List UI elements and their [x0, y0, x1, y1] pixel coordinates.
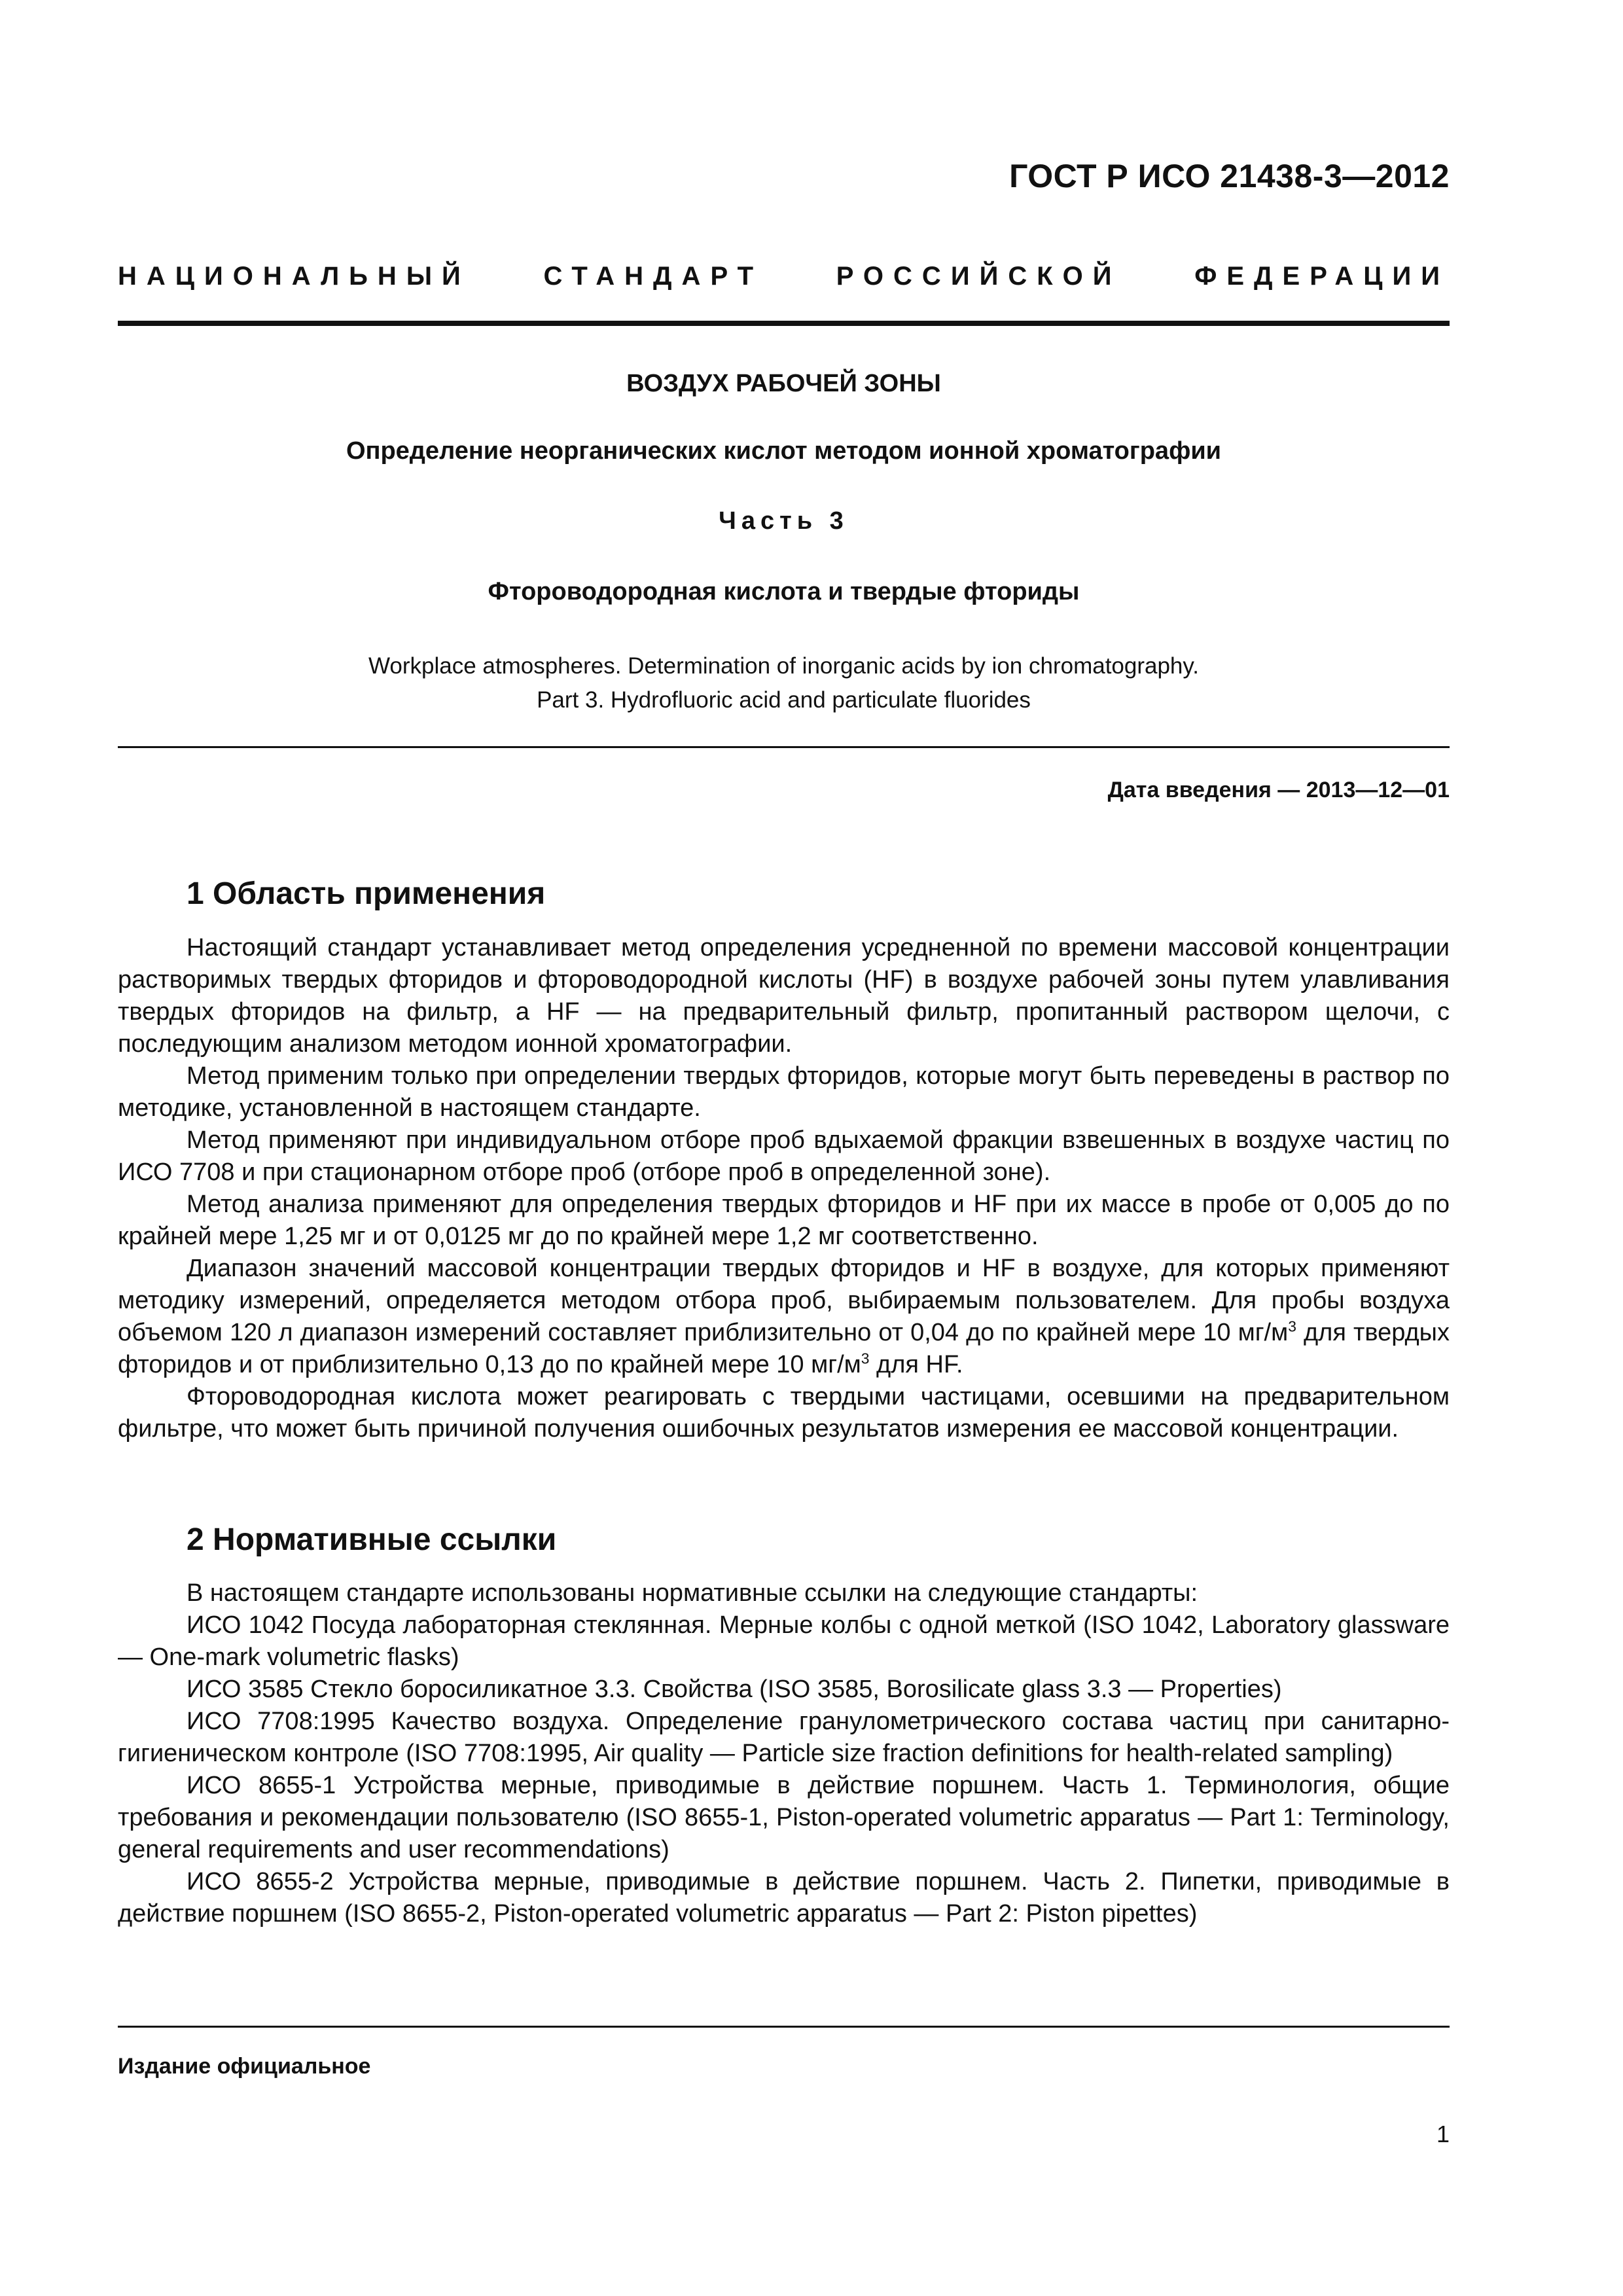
paragraph: Метод применим только при определении твердых фторидов, которые могут быть переведены в раствор по методике, установленной в настоящем стандарте. [118, 1062, 1450, 1122]
document-code: ГОСТ Р ИСО 21438-3—2012 [1009, 158, 1450, 194]
text-run: для HF. [869, 1351, 963, 1378]
paragraph: Настоящий стандарт устанавливает метод определения усредненной по времени массовой концентрации растворимых твердых фторидов и фтороводородной кислоты (HF) в воздухе рабочей зоны путем улавливания твердых фторидов на фильтр, а HF — на предварительный фильтр, пропитанный раствором щелочи, с последующим анализом методом ионной хроматографии. [118, 934, 1450, 1058]
reference-item: ИСО 8655-1 Устройства мерные, приводимые в действие поршнем. Часть 1. Терминология, общие требования и рекомендации пользователю (ISO 8655-1, Piston-operated volumetric apparatus — Part 1: Terminology, general requirements and user recommendations) [118, 1772, 1450, 1863]
reference-item: ИСО 8655-2 Устройства мерные, приводимые в действие поршнем. Часть 2. Пипетки, приводимые в действие поршнем (ISO 8655-2, Piston-operated volumetric apparatus — Part 2: Piston pipettes) [118, 1868, 1450, 1928]
introduction-date: Дата введения — 2013—12—01 [1107, 778, 1450, 802]
text-run: для твердых фторидов и от приблизительно 0,13 до по крайней мере 10 мг/м [118, 1319, 1450, 1378]
english-title-line-2: Part 3. Hydrofluoric acid and particulate fluorides [537, 687, 1031, 713]
superscript: 3 [1288, 1318, 1296, 1335]
section-1-heading: 1 Область применения [187, 876, 546, 911]
page-number: 1 [1436, 2121, 1450, 2147]
paragraph: Фтороводородная кислота может реагировать с твердыми частицами, осевшими на предварительном фильтре, что может быть причиной получения ошибочных результатов измерения ее массовой концентрации. [118, 1383, 1450, 1443]
section-1-body [118, 932, 1450, 1445]
reference-item: ИСО 3585 Стекло боросиликатное 3.3. Свойства (ISO 3585, Borosilicate glass 3.3 — Properties) [187, 1676, 1282, 1703]
paragraph: Метод анализа применяют для определения твердых фторидов и HF при их массе в пробе от 0,005 до по крайней мере 1,25 мг и от 0,0125 мг до по крайней мере 1,2 мг соответственно. [118, 1191, 1450, 1250]
title-rule [118, 746, 1450, 748]
footer-rule [118, 2026, 1450, 2028]
superscript: 3 [861, 1350, 870, 1367]
paragraph [118, 1253, 1450, 1381]
part-title: Фтороводородная кислота и твердые фториды [488, 578, 1080, 605]
english-title-line-1: Workplace atmospheres. Determination of inorganic acids by ion chromatography. [368, 653, 1200, 679]
document-title: ВОЗДУХ РАБОЧЕЙ ЗОНЫ [626, 370, 941, 397]
national-standard-banner: НАЦИОНАЛЬНЫЙ СТАНДАРТ РОССИЙСКОЙ ФЕДЕРАЦИИ [118, 262, 1450, 291]
official-edition-note: Издание официальное [118, 2054, 371, 2079]
document-subtitle: Определение неорганических кислот методом ионной хроматографии [346, 437, 1222, 465]
reference-item: ИСО 1042 Посуда лабораторная стеклянная. Мерные колбы с одной меткой (ISO 1042, Laboratory glassware — One-mark volumetric flasks) [118, 1611, 1450, 1671]
header-rule [118, 321, 1450, 326]
section-2-body [118, 1577, 1450, 1930]
section-2-heading: 2 Нормативные ссылки [187, 1522, 557, 1557]
text-run: Диапазон значений массовой концентрации твердых фторидов и HF в воздухе, для которых применяют методику измерений, определяется методом отбора проб, выбираемым пользователем. Для пробы воздуха объемом 120 л диапазон измерений составляет приблизительно от 0,04 до по крайней мере 10 мг/м [118, 1255, 1450, 1346]
paragraph: В настоящем стандарте использованы нормативные ссылки на следующие стандарты: [187, 1579, 1198, 1607]
paragraph: Метод применяют при индивидуальном отборе проб вдыхаемой фракции взвешенных в воздухе частиц по ИСО 7708 и при стационарном отборе проб (отборе проб в определенной зоне). [118, 1126, 1450, 1186]
part-label: Часть 3 [719, 507, 849, 535]
english-title [118, 649, 1450, 717]
reference-item: ИСО 7708:1995 Качество воздуха. Определение гранулометрического состава частиц при санитарно-гигиеническом контроле (ISO 7708:1995, Air quality — Particle size fraction definitions for health-related sampling) [118, 1708, 1450, 1767]
